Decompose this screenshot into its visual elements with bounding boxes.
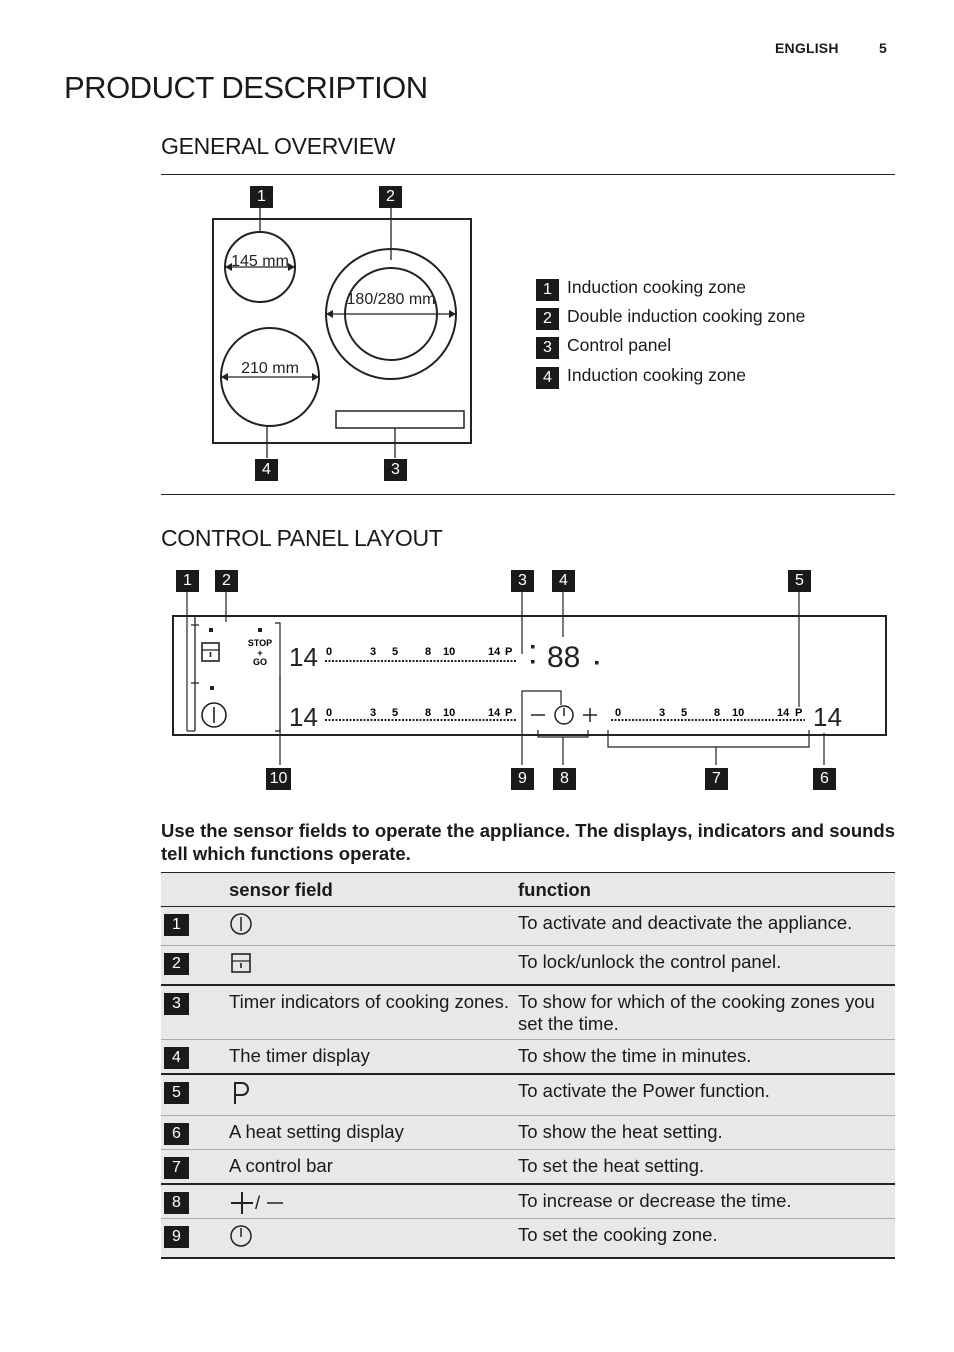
sensor-field-cell — [229, 1219, 518, 1259]
svg-text:3: 3 — [370, 707, 377, 719]
table-row — [161, 1116, 895, 1150]
function-cell: To activate the Power function. — [518, 1080, 770, 1101]
control-panel-diagram — [165, 565, 895, 795]
function-cell: To increase or decrease the time. — [518, 1190, 792, 1211]
power-icon — [202, 686, 226, 727]
svg-text:5: 5 — [681, 707, 688, 719]
legend-number: 4 — [536, 367, 559, 389]
zone1-dimension: 145 mm — [231, 253, 289, 270]
overview-callout-2: 2 — [379, 186, 402, 208]
row-number: 7 — [164, 1157, 189, 1179]
panel-callout-1: 1 — [176, 570, 199, 592]
svg-text:5: 5 — [392, 646, 399, 658]
table-row — [161, 1184, 895, 1219]
go-label: GO — [252, 657, 268, 667]
heat-setting-display: 14 — [813, 702, 842, 732]
function-cell: To activate and deactivate the appliance. — [518, 912, 853, 933]
svg-text:14: 14 — [777, 707, 790, 719]
legend-label: Double induction cooking zone — [567, 306, 806, 326]
table-row — [161, 1219, 895, 1259]
panel-callout-10: 10 — [266, 768, 291, 790]
table-row — [161, 907, 895, 946]
timer-zone-icon — [555, 706, 573, 724]
panel-callout-4: 4 — [552, 570, 575, 592]
table-row — [161, 946, 895, 986]
table-row — [161, 1040, 895, 1075]
sensor-field-cell: Timer indicators of cooking zones. — [229, 991, 510, 1012]
svg-text:10: 10 — [443, 707, 456, 719]
svg-text:3: 3 — [659, 707, 666, 719]
page-number: 5 — [879, 40, 887, 56]
table-row — [161, 1074, 895, 1116]
sensor-field-cell: The timer display — [229, 1045, 370, 1066]
svg-text:0: 0 — [326, 707, 333, 719]
control-bar — [325, 646, 517, 661]
function-cell: To set the cooking zone. — [518, 1224, 718, 1245]
plus-icon — [229, 1190, 255, 1214]
power-icon — [229, 912, 253, 936]
svg-text:0: 0 — [615, 707, 622, 719]
overview-callout-1: 1 — [250, 186, 273, 208]
sensor-field-cell — [229, 1074, 518, 1116]
power-function-p-icon — [229, 1080, 253, 1106]
lock-icon — [202, 628, 219, 661]
svg-text:P: P — [795, 707, 803, 719]
sensor-field-cell — [229, 946, 518, 986]
minus-icon — [265, 1190, 285, 1214]
svg-text:3: 3 — [370, 646, 377, 658]
heat-setting-display: 14 — [289, 702, 318, 732]
svg-text:14: 14 — [488, 707, 501, 719]
plus-icon — [583, 708, 597, 722]
intro-text: Use the sensor fields to operate the appliance. The displays, indicators and sounds tell which functions operate. — [161, 820, 896, 864]
panel-callout-2: 2 — [215, 570, 238, 592]
function-cell: To show for which of the cooking zones you set the time. — [518, 991, 875, 1034]
column-header-sensor-field: sensor field — [229, 879, 333, 900]
function-cell: To show the time in minutes. — [518, 1045, 752, 1066]
row-number: 9 — [164, 1226, 189, 1248]
legend-number: 1 — [536, 279, 559, 301]
divider — [161, 494, 895, 495]
table-row — [161, 1150, 895, 1185]
row-number: 8 — [164, 1192, 189, 1214]
timer-display: 88 — [547, 641, 581, 674]
svg-text:P: P — [505, 707, 513, 719]
svg-text:P: P — [505, 646, 513, 658]
function-cell: To set the heat setting. — [518, 1155, 705, 1176]
header-language: ENGLISH — [775, 40, 839, 56]
row-number: 4 — [164, 1047, 189, 1069]
svg-text:10: 10 — [732, 707, 745, 719]
zone2-dimension: 180/280 mm — [346, 291, 436, 308]
lock-icon — [229, 951, 253, 975]
hob-overview-diagram — [205, 183, 480, 483]
sensor-field-cell: A control bar — [229, 1155, 333, 1176]
stop-go-plus: + — [257, 648, 263, 658]
svg-text:5: 5 — [392, 707, 399, 719]
heat-setting-display: 14 — [289, 642, 318, 672]
function-cell: To show the heat setting. — [518, 1121, 723, 1142]
zone4-dimension: 210 mm — [241, 360, 299, 377]
plus-minus-separator: / — [255, 1192, 261, 1213]
control-bar — [325, 707, 517, 720]
column-header-function: function — [518, 879, 591, 900]
sensor-field-table — [161, 872, 895, 1259]
legend-number: 3 — [536, 337, 559, 359]
panel-callout-3: 3 — [511, 570, 534, 592]
sensor-field-cell — [229, 907, 518, 946]
general-overview-heading: GENERAL OVERVIEW — [161, 133, 396, 159]
svg-text:10: 10 — [443, 646, 456, 658]
svg-text:8: 8 — [714, 707, 721, 719]
table-row — [161, 985, 895, 1040]
legend-label: Induction cooking zone — [567, 365, 747, 385]
control-panel-layout-heading: CONTROL PANEL LAYOUT — [161, 525, 443, 551]
panel-callout-7: 7 — [705, 768, 728, 790]
sensor-field-cell — [229, 1184, 518, 1219]
row-number: 1 — [164, 914, 189, 936]
row-number: 6 — [164, 1123, 189, 1145]
legend-label: Control panel — [567, 335, 672, 355]
table-header-row — [161, 873, 895, 907]
row-number: 3 — [164, 993, 189, 1015]
row-number: 5 — [164, 1082, 189, 1104]
svg-text:8: 8 — [425, 646, 432, 658]
timer-zone-icon — [229, 1224, 253, 1248]
page-title: PRODUCT DESCRIPTION — [64, 70, 428, 105]
sensor-field-cell: A heat setting display — [229, 1121, 404, 1142]
legend-number: 2 — [536, 308, 559, 330]
legend-label: Induction cooking zone — [567, 277, 747, 297]
svg-text:8: 8 — [425, 707, 432, 719]
svg-text:0: 0 — [326, 646, 333, 658]
stop-label: STOP — [247, 638, 273, 648]
control-bar — [611, 707, 805, 720]
svg-text:14: 14 — [488, 646, 501, 658]
panel-callout-9: 9 — [511, 768, 534, 790]
function-cell: To lock/unlock the control panel. — [518, 951, 782, 972]
panel-callout-8: 8 — [553, 768, 576, 790]
row-number: 2 — [164, 953, 189, 975]
divider — [161, 174, 895, 175]
overview-callout-3: 3 — [384, 459, 407, 481]
panel-callout-6: 6 — [813, 768, 836, 790]
overview-callout-4: 4 — [255, 459, 278, 481]
panel-callout-5: 5 — [788, 570, 811, 592]
